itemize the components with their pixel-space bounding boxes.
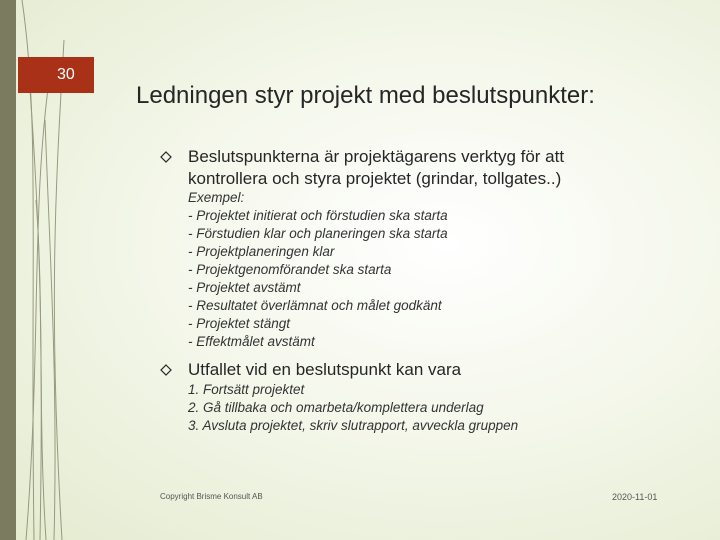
sub-line: - Projektet stängt — [188, 316, 291, 331]
bullet-2-sublist — [188, 381, 518, 435]
sub-line: - Projektet avstämt — [188, 280, 301, 295]
sub-line: Exempel: — [188, 190, 245, 205]
sub-line: 3. Avsluta projektet, skriv slutrapport, avveckla gruppen — [188, 418, 519, 433]
footer-date: 2020-11-01 — [612, 492, 658, 502]
slide-number: 30 — [57, 66, 75, 83]
bullet-1 — [160, 146, 618, 190]
sub-line: - Projektet initierat och förstudien ska starta — [188, 208, 448, 223]
footer-copyright: Copyright Brisme Konsult AB — [160, 492, 263, 501]
sub-line: - Projektgenomförandet ska starta — [188, 262, 392, 277]
sub-line: - Effektmålet avstämt — [188, 334, 315, 349]
bullet-2-text: Utfallet vid en beslutspunkt kan vara — [188, 360, 462, 379]
sub-line: 2. Gå tillbaka och omarbeta/komplettera underlag — [188, 400, 484, 415]
bullet-1-text: Beslutspunkterna är projektägarens verktyg för att kontrollera och styra projektet (grindar, tollgates..) — [188, 147, 565, 188]
bullet-1-sublist — [188, 189, 448, 351]
slide-number-tab — [18, 57, 94, 93]
slide-title: Ledningen styr projekt med beslutspunkter: — [136, 82, 595, 109]
sub-line: - Projektplaneringen klar — [188, 244, 335, 259]
sub-line: - Resultatet överlämnat och målet godkänt — [188, 298, 442, 313]
sub-line: 1. Fortsätt projektet — [188, 382, 305, 397]
diamond-bullet-icon — [160, 364, 172, 376]
sub-line: - Förstudien klar och planeringen ska starta — [188, 226, 448, 241]
diamond-bullet-icon — [160, 151, 172, 163]
bullet-2 — [160, 359, 618, 381]
